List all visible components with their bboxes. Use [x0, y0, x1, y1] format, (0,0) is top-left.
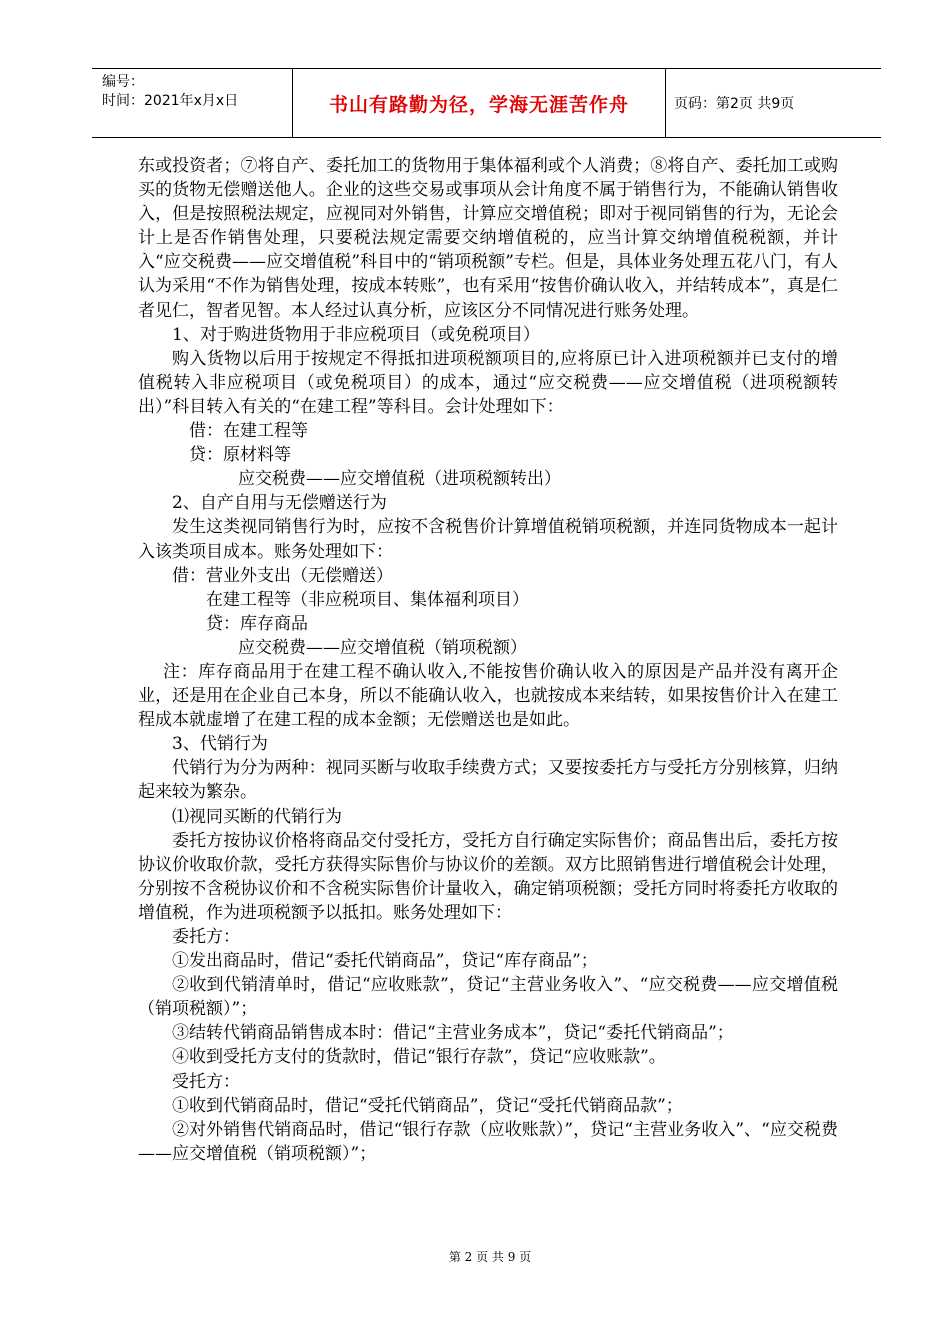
body-paragraph: ①收到代销商品时，借记“受托代销商品”，贷记“受托代销商品款”；	[172, 1095, 683, 1116]
body-paragraph: 3、代销行为	[172, 734, 268, 755]
body-paragraph: 借：在建工程等	[189, 421, 308, 442]
body-paragraph: 贷：库存商品	[206, 613, 308, 634]
body-paragraph: 1、对于购进货物用于非应税项目（或免税项目）	[172, 324, 540, 345]
body-paragraph: 2、自产自用与无偿赠送行为	[172, 493, 387, 514]
header-page-label: 页码：第2页 共9页	[674, 96, 795, 112]
body-paragraph: 应交税费——应交增值税（销项税额）	[238, 637, 527, 658]
body-paragraph: 应交税费——应交增值税（进项税额转出）	[238, 469, 561, 490]
document-time-label: 时间：2021年x月x日	[102, 93, 239, 109]
document-body	[138, 154, 838, 1166]
body-paragraph: 受托方：	[172, 1071, 240, 1092]
body-paragraph: 委托方：	[172, 927, 240, 947]
header-meta	[102, 73, 238, 111]
document-number-label: 编号：	[102, 74, 144, 90]
body-paragraph: 代销行为分为两种：视同买断与收取手续费方式；又要按委托方与受托方分别核算，归纳起来较为繁杂。	[138, 758, 838, 803]
body-paragraph: ②收到代销清单时，借记“应收账款”，贷记“主营业务收入”、“应交税费——应交增值税（销项税额）”；	[138, 975, 838, 1020]
body-paragraph: ②对外销售代销商品时，借记“银行存款（应收账款）”，贷记“主营业务收入”、“应交税费——应交增值税（销项税额）”；	[138, 1119, 838, 1164]
page-header	[92, 68, 881, 138]
body-paragraph: 贷：原材料等	[189, 445, 291, 466]
body-paragraph: ③结转代销商品销售成本时：借记“主营业务成本”，贷记“委托代销商品”；	[172, 1023, 734, 1044]
body-paragraph: 东或投资者；⑦将自产、委托加工的货物用于集体福利或个人消费；⑧将自产、委托加工或购买的货物无偿赠送他人。企业的这些交易或事项从会计角度不属于销售行为，不能确认销售收入，但是按照税法规定，应视同对外销售，计算应交增值税；即对于视同销售的行为，无论会计上是否作销售处理，只要税法规定需要交纳增值税的，应当计算交纳增值税税额，并计入“应交税费——应交增值税”科目中的“销项税额”专栏。但是，具体业务处理五花八门，有人认为采用“不作为销售处理，按成本转账”，也有采用“按售价确认收入，并结转成本”，真是仁者见仁，智者见智。本人经过认真分析，应该区分不同情况进行账务处理。	[138, 156, 838, 321]
body-paragraph: 委托方按协议价格将商品交付受托方，受托方自行确定实际售价；商品售出后，委托方按协议价收取价款，受托方获得实际售价与协议价的差额。双方比照销售进行增值税会计处理，分别按不含税协议价和不含税实际售价计量收入，确定销项税额；受托方同时将委托方收取的增值税，作为进项税额予以抵扣。账务处理如下：	[138, 830, 838, 923]
body-paragraph: ⑴视同买断的代销行为	[172, 806, 342, 827]
body-paragraph: 购入货物以后用于按规定不得抵扣进项税额项目的,应将原已计入进项税额并已支付的增值税转入非应税项目（或免税项目）的成本，通过“应交税费——应交增值税（进项税额转出）”科目转入有关的“在建工程”等科目。会计处理如下：	[138, 348, 838, 417]
body-paragraph: 注：库存商品用于在建工程不确认收入,不能按售价确认收入的原因是产品并没有离开企业，还是用在企业自己本身，所以不能确认收入，也就按成本来结转，如果按售价计入在建工程成本就虚增了在建工程的成本金额；无偿赠送也是如此。	[138, 661, 838, 731]
body-paragraph: 发生这类视同销售行为时，应按不含税售价计算增值税销项税额，并连同货物成本一起计入该类项目成本。账务处理如下：	[138, 517, 838, 562]
body-paragraph: ①发出商品时，借记“委托代销商品”，贷记“库存商品”；	[172, 951, 598, 972]
body-paragraph: 借：营业外支出（无偿赠送）	[172, 565, 393, 586]
body-paragraph: ④收到受托方支付的货款时，借记“银行存款”，贷记“应收账款”。	[172, 1047, 666, 1068]
page-footer: 第 2 页 共 9 页	[448, 1250, 532, 1264]
body-paragraph: 在建工程等（非应税项目、集体福利项目）	[206, 589, 529, 610]
header-motto: 书山有路勤为径，学海无涯苦作舟	[292, 69, 666, 137]
